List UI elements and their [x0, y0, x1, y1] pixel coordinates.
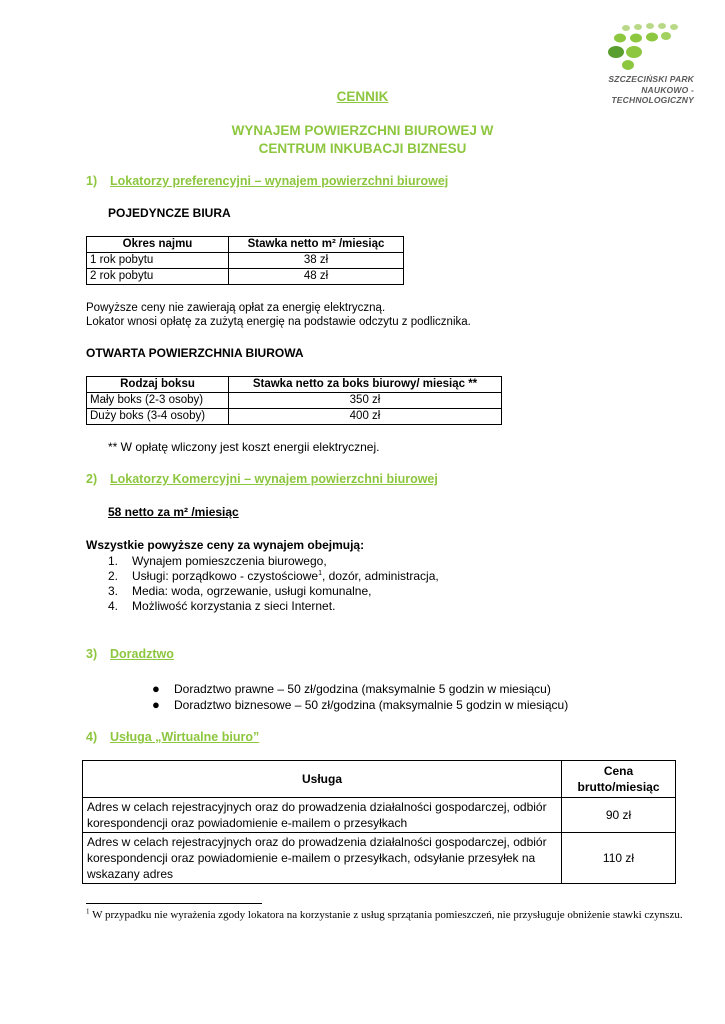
table-row: [83, 833, 676, 884]
table-cell: Mały boks (2-3 osoby): [87, 393, 229, 409]
includes-list: [108, 554, 439, 614]
section2-title: Lokatorzy Komercyjni – wynajem powierzchni biurowej: [110, 472, 438, 486]
table-header-cell: Cena brutto/miesiąc: [562, 761, 676, 798]
logo-dots-graphic: [604, 22, 694, 72]
commercial-price: 58 netto za m² /miesiąc: [108, 505, 239, 519]
table-header-row: [87, 377, 502, 393]
table-cell: 400 zł: [229, 409, 502, 425]
table-header-cell: Usługa: [83, 761, 562, 798]
table-cell: 1 rok pobytu: [87, 253, 229, 269]
section3-title: Doradztwo: [110, 647, 174, 661]
list-item: 1. Wynajem pomieszczenia biurowego,: [108, 554, 327, 568]
logo-line1: SZCZECIŃSKI PARK: [608, 74, 694, 84]
table-header-cell: Rodzaj boksu: [87, 377, 229, 393]
section4-heading: 4) Usługa „Wirtualne biuro”: [86, 730, 260, 744]
table-row: [83, 798, 676, 833]
table-cell: 38 zł: [229, 253, 404, 269]
section2-heading: 2) Lokatorzy Komercyjni – wynajem powierzchni biurowej: [86, 472, 438, 486]
table-row: [87, 269, 404, 285]
table-cell: Duży boks (3-4 osoby): [87, 409, 229, 425]
subtitle-line2: CENTRUM INKUBACJI BIZNESU: [258, 141, 467, 156]
open-space-table: [86, 376, 502, 425]
footnote: [86, 907, 686, 923]
open-space-heading: OTWARTA POWIERZCHNIA BIUROWA: [86, 346, 304, 360]
footnote-mark: 1: [86, 907, 90, 916]
note-energy-1: Powyższe ceny nie zawierają opłat za energię elektryczną.: [86, 302, 386, 314]
table-row: [87, 393, 502, 409]
footnote-ref[interactable]: 1: [318, 570, 322, 577]
table-cell: 110 zł: [562, 833, 676, 884]
table-row: [87, 409, 502, 425]
table-cell: 350 zł: [229, 393, 502, 409]
subtitle-line1: WYNAJEM POWIERZCHNI BIUROWEJ W: [231, 123, 494, 138]
footnote-separator: [86, 903, 262, 904]
single-offices-heading: POJEDYNCZE BIURA: [108, 206, 231, 220]
table-header-cell: Stawka netto m² /miesiąc: [229, 237, 404, 253]
single-offices-table: [86, 236, 404, 285]
list-item: 3. Media: woda, ogrzewanie, usługi komunalne,: [108, 584, 372, 598]
list-item: 4. Możliwość korzystania z sieci Internet.: [108, 599, 336, 613]
table-cell: Adres w celach rejestracyjnych oraz do prowadzenia działalności gospodarczej, odbiór korespondencji oraz powiadomienie e-mailem o przesyłkach, odsyłanie przesyłek na wskazany adres: [83, 833, 562, 884]
virtual-office-table: [82, 760, 676, 884]
table-cell: 2 rok pobytu: [87, 269, 229, 285]
table-cell: 48 zł: [229, 269, 404, 285]
logo-line2: NAUKOWO - TECHNOLOGICZNY: [611, 85, 694, 105]
table-header-row: [83, 761, 676, 798]
section1-heading: 1) Lokatorzy preferencyjni – wynajem powierzchni biurowej: [86, 174, 449, 188]
bullet-icon: ●: [152, 697, 160, 712]
table-cell: 90 zł: [562, 798, 676, 833]
note-energy-2: Lokator wnosi opłatę za zużytą energię na podstawie odczytu z podlicznika.: [86, 316, 471, 328]
section3-heading: 3) Doradztwo: [86, 647, 174, 661]
table-cell: Adres w celach rejestracyjnych oraz do prowadzenia działalności gospodarczej, odbiór korespondencji oraz powiadomienie e-mailem o przesyłkach: [83, 798, 562, 833]
table-header-cell: Okres najmu: [87, 237, 229, 253]
section4-title: Usługa „Wirtualne biuro”: [110, 730, 260, 744]
section1-title: Lokatorzy preferencyjni – wynajem powierzchni biurowej: [110, 174, 449, 188]
bullet-icon: ●: [152, 681, 160, 696]
table-header-row: [87, 237, 404, 253]
table-header-cell: Stawka netto za boks biurowy/ miesiąc **: [229, 377, 502, 393]
footnote-text: W przypadku nie wyrażenia zgody lokatora na korzystanie z usług sprzątania pomieszczeń, nie przysługuje obniżenie stawki czynszu.: [92, 909, 683, 921]
bullet-item: ● Doradztwo biznesowe – 50 zł/godzina (maksymalnie 5 godzin w miesiącu): [152, 697, 569, 712]
bullet-item: ● Doradztwo prawne – 50 zł/godzina (maksymalnie 5 godzin w miesiącu): [152, 681, 551, 696]
includes-heading: Wszystkie powyższe ceny za wynajem obejmują:: [86, 538, 365, 552]
page-title: CENNIK: [336, 89, 389, 104]
list-item: 2. Usługi: porządkowo - czystościowe$^1$, dozór, administracja,: [108, 569, 439, 583]
table-row: [87, 253, 404, 269]
open-space-note: ** W opłatę wliczony jest koszt energii elektrycznej.: [108, 440, 380, 454]
